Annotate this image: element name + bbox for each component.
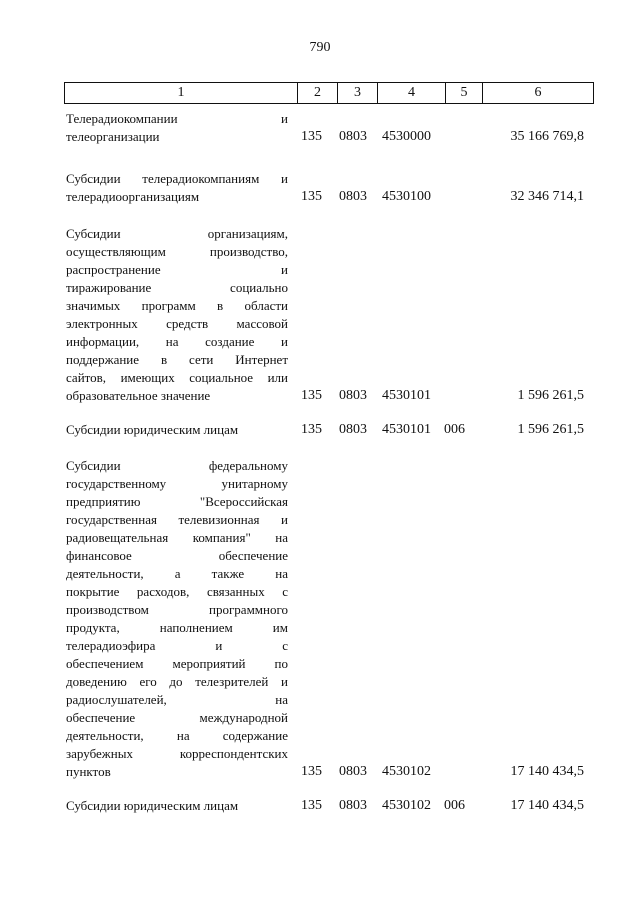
page-number: 790	[309, 40, 331, 55]
cell-target-article: 4530101	[382, 422, 431, 437]
description-line: образовательное значение	[66, 388, 211, 403]
description-line: радиовещательная компания" на	[66, 530, 288, 545]
cell-section: 0803	[339, 798, 367, 813]
description-line: обеспечение международной	[66, 710, 288, 725]
table-row-description	[66, 421, 288, 439]
description-line: зарубежных корреспондентских	[66, 746, 288, 761]
table-row-description	[66, 110, 288, 146]
description-line: покрытие расходов, связанных с	[66, 584, 288, 599]
cell-target-article: 4530102	[382, 798, 431, 813]
description-line: деятельности, а также на	[66, 566, 288, 581]
description-line: обеспечением мероприятий по	[66, 656, 288, 671]
description-line: значимых программ в области	[66, 298, 288, 313]
description-line: телерадиоэфира и с	[66, 638, 288, 653]
header-col-1: 1	[65, 83, 298, 103]
header-col-3: 3	[338, 83, 378, 103]
description-line: Субсидии юридическим лицам	[66, 422, 239, 437]
description-line: финансовое обеспечение	[66, 548, 288, 563]
cell-amount: 1 596 261,5	[517, 388, 584, 403]
description-line: государственному унитарному	[66, 476, 288, 491]
description-line: предприятию "Всероссийская	[66, 494, 288, 509]
cell-amount: 1 596 261,5	[517, 422, 584, 437]
description-line: деятельности, на содержание	[66, 728, 288, 743]
description-line: Субсидии юридическим лицам	[66, 798, 239, 813]
cell-target-article: 4530100	[382, 189, 431, 204]
description-line: государственная телевизионная и	[66, 512, 288, 527]
cell-code: 135	[301, 422, 322, 437]
table-row-description	[66, 457, 288, 781]
cell-amount: 32 346 714,1	[510, 189, 584, 204]
description-line: осуществляющим производство,	[66, 244, 288, 259]
header-col-2: 2	[298, 83, 338, 103]
table-header	[64, 82, 594, 104]
description-line: радиослушателей, на	[66, 692, 288, 707]
cell-section: 0803	[339, 764, 367, 779]
header-col-4: 4	[378, 83, 446, 103]
cell-expense-type: 006	[444, 422, 465, 437]
cell-section: 0803	[339, 189, 367, 204]
cell-expense-type: 006	[444, 798, 465, 813]
description-line: доведению его до телезрителей и	[66, 674, 288, 689]
description-line: поддержание в сети Интернет	[66, 352, 288, 367]
cell-amount: 35 166 769,8	[510, 129, 584, 144]
cell-code: 135	[301, 129, 322, 144]
description-line: производством программного	[66, 602, 288, 617]
cell-code: 135	[301, 388, 322, 403]
table-row-description	[66, 170, 288, 206]
cell-section: 0803	[339, 388, 367, 403]
cell-section: 0803	[339, 422, 367, 437]
description-line: телерадиоорганизациям	[66, 189, 200, 204]
description-line: продукта, наполнением им	[66, 620, 288, 635]
cell-target-article: 4530000	[382, 129, 431, 144]
description-line: Субсидии организациям,	[66, 226, 288, 241]
cell-code: 135	[301, 798, 322, 813]
cell-target-article: 4530102	[382, 764, 431, 779]
cell-code: 135	[301, 189, 322, 204]
header-col-5: 5	[446, 83, 483, 103]
description-line: распространение и	[66, 262, 288, 277]
description-line: тиражирование социально	[66, 280, 288, 295]
cell-section: 0803	[339, 129, 367, 144]
cell-amount: 17 140 434,5	[510, 764, 584, 779]
cell-target-article: 4530101	[382, 388, 431, 403]
table-row-description	[66, 225, 288, 405]
description-line: электронных средств массовой	[66, 316, 288, 331]
description-line: Субсидии телерадиокомпаниям и	[66, 171, 288, 186]
description-line: сайтов, имеющих социальное или	[66, 370, 288, 385]
description-line: информации, на создание и	[66, 334, 288, 349]
description-line: телеорганизации	[66, 129, 160, 144]
header-col-6: 6	[534, 85, 542, 100]
description-line: Телерадиокомпании и	[66, 111, 288, 126]
cell-amount: 17 140 434,5	[510, 798, 584, 813]
table-row-description	[66, 797, 288, 815]
description-line: Субсидии федеральному	[66, 458, 288, 473]
description-line: пунктов	[66, 764, 111, 779]
cell-code: 135	[301, 764, 322, 779]
